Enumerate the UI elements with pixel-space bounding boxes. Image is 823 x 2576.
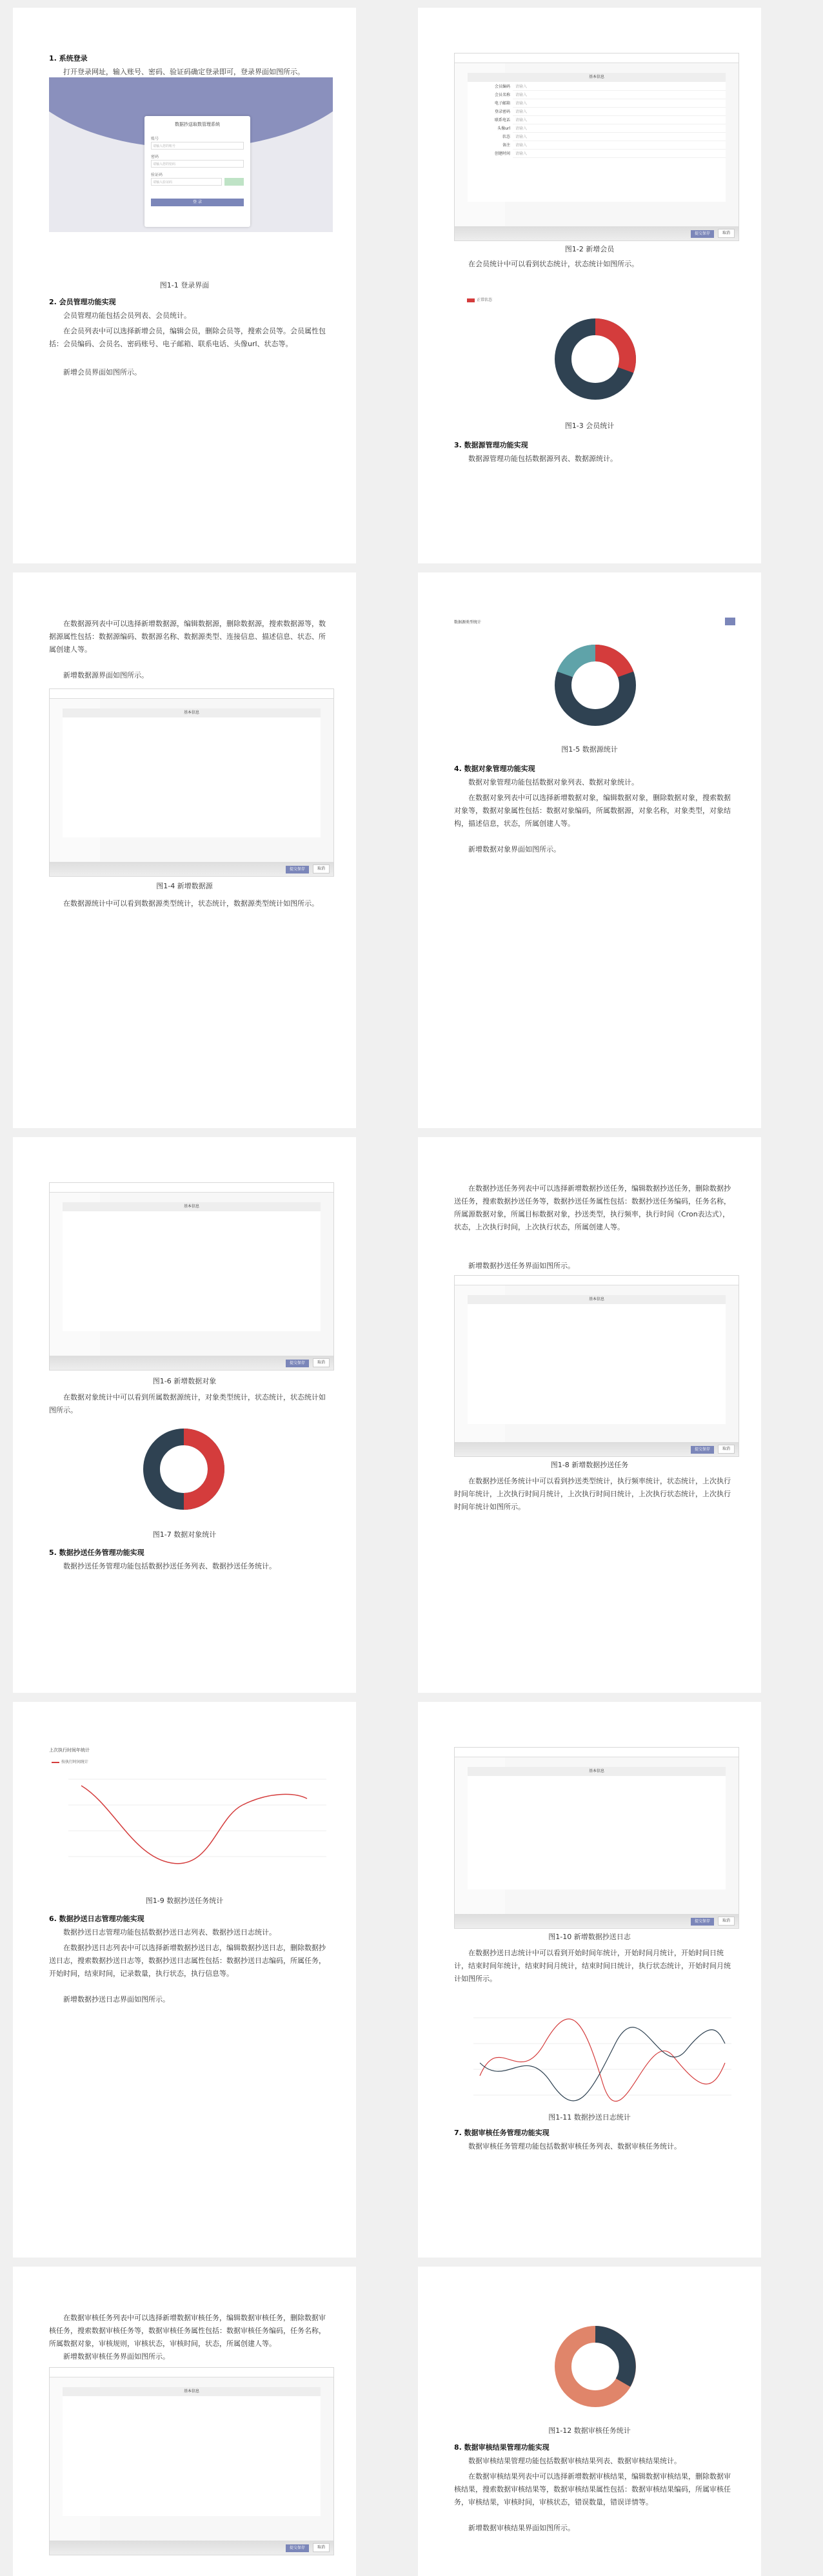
figure-caption: 图1-8 新增数据抄送任务 bbox=[550, 1461, 629, 1469]
figure-caption: 图1-11 数据抄送日志统计 bbox=[548, 2113, 631, 2122]
form-footer bbox=[50, 2541, 333, 2555]
window-bar bbox=[50, 2368, 333, 2377]
paragraph: 在数据抄送日志统计中可以看到开始时间年统计，开始时间月统计，开始时间日统计，结束时间年统计，结束时间月统计，结束时间日统计，执行状态统计，开始时间月统计如图所示。 bbox=[454, 1949, 731, 1983]
window-bar bbox=[455, 1276, 739, 1285]
figure-caption: 图1-6 新增数据对象 bbox=[152, 1377, 217, 1385]
form-header: 基本信息 bbox=[63, 1202, 321, 1211]
form-label: 电子邮箱 bbox=[494, 101, 510, 106]
section-heading: 5. 数据抄送任务管理功能实现 bbox=[49, 1548, 144, 1557]
form-screenshot bbox=[49, 688, 334, 877]
legend-label: 正常状态 bbox=[477, 298, 493, 302]
section-heading: 3. 数据源管理功能实现 bbox=[454, 441, 528, 449]
donut-chart bbox=[547, 2318, 644, 2415]
doc-page-7 bbox=[13, 1702, 356, 2258]
cancel-button[interactable]: 取消 bbox=[718, 1445, 735, 1454]
captcha-image[interactable] bbox=[224, 178, 244, 186]
paragraph: 数据抄送任务管理功能包括数据抄送任务列表、数据抄送任务统计。 bbox=[63, 1562, 276, 1570]
form-label: 登录密码 bbox=[494, 110, 510, 114]
doc-page-9 bbox=[13, 2267, 356, 2576]
form-label: 头像url bbox=[497, 126, 510, 131]
submit-button[interactable]: 提交保存 bbox=[286, 1360, 309, 1367]
captcha-input[interactable]: 请输入验证码 bbox=[151, 178, 222, 186]
label: 账号 bbox=[151, 137, 159, 141]
form-label: 备注 bbox=[502, 143, 510, 148]
doc-page-4 bbox=[418, 572, 761, 1128]
form-label: 状态 bbox=[502, 135, 510, 139]
paragraph: 新增数据抄送日志界面如图所示。 bbox=[63, 1995, 170, 2004]
form-screenshot bbox=[454, 1275, 739, 1457]
chart-legend bbox=[52, 1759, 88, 1764]
window-bar bbox=[50, 689, 333, 699]
paragraph: 会员管理功能包括会员列表、会员统计。 bbox=[63, 311, 191, 320]
paragraph: 在数据抄送任务列表中可以选择新增数据抄送任务，编辑数据抄送任务，删除数据抄送任务，搜索数据抄送任务等，数据抄送任务属性包括：数据抄送任务编码，任务名称，所属源数据对象，所属目标数据对象，抄送类型，执行频率，执行时间（Cron表达式），状态，上次执行时间，上次执行状态，所属创建人等。 bbox=[454, 1184, 731, 1231]
paragraph: 在数据对象统计中可以看到所属数据源统计，对象类型统计，状态统计，状态统计如图所示。 bbox=[49, 1393, 326, 1414]
paragraph: 打开登录网址，输入账号、密码、验证码确定登录即可，登录界面如图所示。 bbox=[63, 68, 304, 76]
paragraph: 数据审核结果管理功能包括数据审核结果列表、数据审核结果统计。 bbox=[468, 2457, 681, 2465]
form-header: 基本信息 bbox=[468, 1295, 726, 1304]
submit-button[interactable]: 提交保存 bbox=[286, 2544, 309, 2552]
paragraph: 新增数据审核结果界面如图所示。 bbox=[468, 2524, 575, 2532]
doc-page-2 bbox=[418, 8, 761, 563]
figure-caption: 图1-12 数据审核任务统计 bbox=[548, 2426, 631, 2435]
form-row[interactable] bbox=[497, 125, 726, 133]
section-heading: 2. 会员管理功能实现 bbox=[49, 298, 116, 306]
label: 验证码 bbox=[151, 173, 163, 177]
form-header: 基本信息 bbox=[63, 2387, 321, 2396]
paragraph: 在数据对象列表中可以选择新增数据对象，编辑数据对象，删除数据对象，搜索数据对象等，数据对象属性包括：数据对象编码，所属数据源，对象名称，对象类型，对象结构，描述信息，状态，所属创建人等。 bbox=[454, 794, 731, 828]
form-input[interactable]: 请输入 bbox=[515, 93, 528, 97]
search-icon[interactable] bbox=[725, 618, 735, 625]
paragraph: 在数据源列表中可以选择新增数据源，编辑数据源，删除数据源，搜索数据源等，数据源属性包括：数据源编码、数据源名称、数据源类型、连接信息、描述信息、状态、所属创建人等。 bbox=[49, 620, 326, 654]
donut-chart bbox=[135, 1421, 232, 1517]
cancel-button[interactable]: 取消 bbox=[313, 1358, 330, 1367]
paragraph: 新增会员界面如图所示。 bbox=[63, 368, 141, 376]
form-panel bbox=[63, 1202, 321, 1331]
doc-page-5 bbox=[13, 1137, 356, 1693]
form-footer bbox=[50, 862, 333, 876]
paragraph: 在数据抄送任务统计中可以看到抄送类型统计，执行频率统计，状态统计，上次执行时间年统计，上次执行时间月统计，上次执行时间日统计，上次执行状态统计，上次执行时间年统计如图所示。 bbox=[454, 1477, 731, 1511]
window-bar bbox=[50, 1183, 333, 1193]
filter-label: 数据源类型统计 bbox=[454, 620, 482, 625]
chart-slice bbox=[595, 2334, 628, 2383]
paragraph: 在数据审核结果列表中可以选择新增数据审核结果，编辑数据审核结果，删除数据审核结果，搜索数据审核结果等，数据审核结果属性包括：数据审核结果编码，所属审核任务，审核结果，审核时间，审核状态，错误数量，错误详情等。 bbox=[454, 2472, 731, 2506]
cancel-button[interactable]: 取消 bbox=[313, 2543, 330, 2552]
window-bar bbox=[455, 54, 739, 63]
figure-caption: 图1-10 新增数据抄送日志 bbox=[548, 1933, 631, 1941]
figure-caption: 图1-1 登录界面 bbox=[159, 281, 210, 289]
login-title: 数据抄送取数管理系统 bbox=[175, 122, 220, 127]
figure-caption: 图1-9 数据抄送任务统计 bbox=[145, 1897, 224, 1905]
doc-page-6 bbox=[418, 1137, 761, 1693]
section-heading: 8. 数据审核结果管理功能实现 bbox=[454, 2443, 550, 2452]
form-label: 创建时间 bbox=[494, 151, 510, 156]
paragraph: 数据源管理功能包括数据源列表、数据源统计。 bbox=[468, 454, 617, 463]
login-button[interactable]: 登 录 bbox=[151, 199, 244, 206]
line-chart bbox=[454, 2005, 738, 2108]
form-input[interactable]: 请输入 bbox=[515, 118, 528, 122]
chart-legend bbox=[467, 297, 492, 302]
paragraph: 新增数据对象界面如图所示。 bbox=[468, 845, 560, 854]
form-footer bbox=[455, 1442, 739, 1456]
form-input[interactable]: 请输入 bbox=[515, 110, 528, 114]
paragraph: 在数据审核任务列表中可以选择新增数据审核任务，编辑数据审核任务，删除数据审核任务，搜索数据审核任务等，数据审核任务属性包括：数据审核任务编码，任务名称，所属数据对象，审核规则，审核状态，审核时间，状态，所属创建人等。 bbox=[49, 2314, 326, 2348]
submit-button[interactable]: 提交保存 bbox=[286, 866, 309, 873]
form-footer bbox=[455, 226, 739, 240]
doc-page-10 bbox=[418, 2267, 761, 2576]
form-row[interactable] bbox=[494, 92, 726, 99]
form-screenshot bbox=[49, 1182, 334, 1371]
section-heading: 4. 数据对象管理功能实现 bbox=[454, 765, 535, 773]
figure-caption: 图1-2 新增会员 bbox=[564, 245, 615, 253]
form-panel bbox=[468, 73, 726, 202]
chart-slice bbox=[184, 1437, 216, 1501]
form-header: 基本信息 bbox=[468, 73, 726, 82]
form-row[interactable] bbox=[502, 133, 726, 141]
chart-slice bbox=[595, 327, 628, 370]
figure-caption: 图1-3 会员统计 bbox=[564, 422, 615, 430]
paragraph: 数据抄送日志管理功能包括数据抄送日志列表、数据抄送日志统计。 bbox=[63, 1928, 276, 1937]
label: 密码 bbox=[151, 155, 159, 159]
form-header: 基本信息 bbox=[468, 1767, 726, 1776]
window-bar bbox=[455, 1748, 739, 1757]
paragraph: 在会员列表中可以选择新增会员，编辑会员，删除会员等，搜索会员等。会员属性包括：会员编码、会员名、密码账号、电子邮箱、联系电话、头像url、状态等。 bbox=[49, 327, 326, 348]
form-input[interactable]: 请输入 bbox=[515, 101, 528, 106]
form-screenshot bbox=[454, 1747, 739, 1929]
line-chart bbox=[49, 1766, 333, 1882]
cancel-button[interactable]: 取消 bbox=[313, 864, 330, 873]
form-input[interactable]: 请输入 bbox=[515, 135, 528, 139]
chart-slice bbox=[595, 653, 626, 674]
login-screenshot bbox=[49, 77, 333, 232]
paragraph: 在会员统计中可以看到状态统计，状态统计如图所示。 bbox=[468, 260, 639, 268]
donut-chart bbox=[547, 311, 644, 407]
doc-page-8 bbox=[418, 1702, 761, 2258]
section-heading: 1. 系统登录 bbox=[49, 54, 88, 63]
form-row[interactable] bbox=[494, 83, 726, 91]
paragraph: 数据对象管理功能包括数据对象列表、数据对象统计。 bbox=[468, 778, 639, 786]
chart-filter-title: 上次执行时间年统计 bbox=[49, 1748, 90, 1753]
form-label: 联系电话 bbox=[494, 118, 510, 122]
figure-caption: 图1-5 数据源统计 bbox=[561, 745, 618, 754]
section-heading: 7. 数据审核任务管理功能实现 bbox=[454, 2129, 550, 2137]
form-panel bbox=[63, 2387, 321, 2516]
form-input[interactable]: 请输入 bbox=[515, 126, 528, 131]
submit-button[interactable]: 提交保存 bbox=[691, 230, 714, 238]
paragraph: 新增数据源界面如图所示。 bbox=[63, 671, 148, 679]
submit-button[interactable]: 提交保存 bbox=[691, 1446, 714, 1454]
cancel-button[interactable]: 取消 bbox=[718, 1917, 735, 1926]
form-input[interactable]: 请输入 bbox=[515, 151, 528, 156]
form-row[interactable] bbox=[494, 150, 726, 158]
form-panel bbox=[468, 1767, 726, 1889]
form-screenshot bbox=[454, 53, 739, 241]
form-panel bbox=[63, 708, 321, 837]
doc-page-1 bbox=[13, 8, 356, 563]
form-input[interactable]: 请输入 bbox=[515, 143, 528, 148]
figure-caption: 图1-7 数据对象统计 bbox=[152, 1530, 217, 1539]
form-label: 会员编码 bbox=[494, 84, 510, 89]
legend-label: 按执行时间统计 bbox=[61, 1760, 89, 1764]
donut-chart bbox=[547, 637, 644, 734]
form-label: 会员名称 bbox=[494, 93, 510, 97]
paragraph: 在数据源统计中可以看到数据源类型统计，状态统计，数据源类型统计如图所示。 bbox=[63, 899, 319, 908]
form-panel bbox=[468, 1295, 726, 1424]
section-heading: 6. 数据抄送日志管理功能实现 bbox=[49, 1915, 144, 1923]
cancel-button[interactable]: 取消 bbox=[718, 229, 735, 238]
password-input[interactable]: 请输入您的密码 bbox=[151, 160, 244, 168]
form-screenshot bbox=[49, 2367, 334, 2555]
form-header: 基本信息 bbox=[63, 708, 321, 717]
form-row[interactable] bbox=[502, 142, 726, 150]
form-row[interactable] bbox=[494, 100, 726, 108]
form-footer bbox=[455, 1914, 739, 1928]
doc-page-3 bbox=[13, 572, 356, 1128]
figure-caption: 图1-4 新增数据源 bbox=[156, 882, 213, 890]
paragraph: 新增数据审核任务界面如图所示。 bbox=[63, 2352, 170, 2361]
paragraph: 新增数据抄送任务界面如图所示。 bbox=[468, 1262, 575, 1270]
paragraph: 在数据抄送日志列表中可以选择新增数据抄送日志，编辑数据抄送日志，删除数据抄送日志，搜索数据抄送日志等，数据抄送日志属性包括：数据抄送日志编码，所属任务，开始时间，结束时间，记录数量，执行状态，执行信息等。 bbox=[49, 1944, 326, 1978]
form-footer bbox=[50, 1356, 333, 1370]
submit-button[interactable]: 提交保存 bbox=[691, 1918, 714, 1926]
form-row[interactable] bbox=[494, 117, 726, 124]
chart-slice bbox=[565, 653, 595, 674]
username-input[interactable]: 请输入您的账号 bbox=[151, 142, 244, 150]
paragraph: 数据审核任务管理功能包括数据审核任务列表、数据审核任务统计。 bbox=[468, 2142, 681, 2151]
form-input[interactable]: 请输入 bbox=[515, 84, 528, 89]
form-row[interactable] bbox=[494, 108, 726, 116]
